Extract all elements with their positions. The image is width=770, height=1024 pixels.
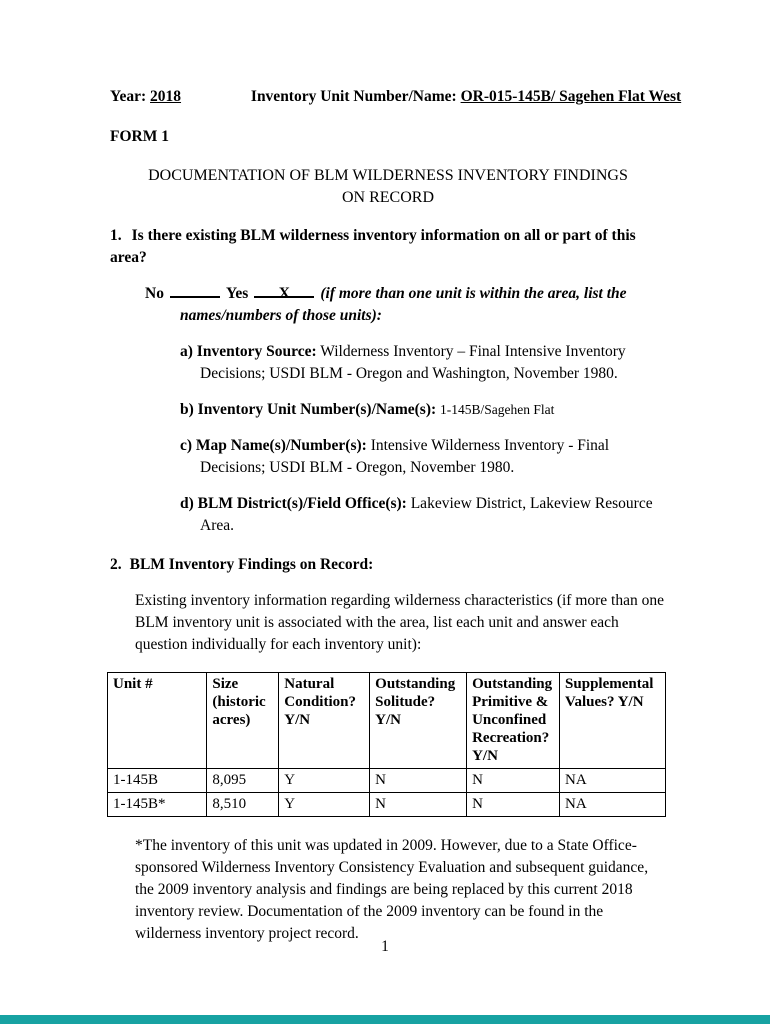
footnote-text: *The inventory of this unit was updated in 2009. However, due to a State Office-sponsored Wilderness Inventory Consistency Evaluation and subsequent guidance, the 2009 inventory analysis and findings are being replaced by this current 2018 inventory review. Documentation of the 2009 inventory can be found in the wilderness inventory project record. [135, 837, 649, 942]
table-cell-size: 8,510 [207, 793, 279, 817]
question-1-number: 1. [110, 227, 122, 244]
inventory-unit-number-item [180, 399, 666, 421]
blm-district-label: d) BLM District(s)/Field Office(s): [180, 495, 407, 512]
table-cell-solitude: N [370, 769, 467, 793]
yes-no-instruction: (if more than one unit is within the area, list the names/numbers of those units): [180, 285, 627, 324]
table-header-row [108, 673, 666, 769]
table-cell-solitude: N [370, 793, 467, 817]
year-value: 2018 [150, 88, 182, 105]
page-number: 1 [381, 938, 389, 955]
form-number-label: FORM 1 [110, 128, 169, 145]
table-cell-natural-condition: Y [279, 769, 370, 793]
table-cell-supplemental: NA [560, 793, 666, 817]
table-header-supplemental-values: Supplemental Values? Y/N [560, 673, 666, 769]
no-label: No [145, 285, 164, 302]
inventory-source-value: Wilderness Inventory – Final Intensive Inventory Decisions; USDI BLM - Oregon and Washington, November 1980. [200, 343, 626, 382]
table-header-natural-condition: Natural Condition? Y/N [279, 673, 370, 769]
question-2-heading [110, 554, 666, 576]
yes-label: Yes [225, 285, 249, 302]
blm-district-item [180, 493, 666, 537]
question-2-title: BLM Inventory Findings on Record: [129, 556, 374, 573]
table-cell-recreation: N [467, 793, 560, 817]
table-cell-recreation: N [467, 769, 560, 793]
inventory-unit-label: Inventory Unit Number/Name: [250, 88, 457, 105]
document-title: DOCUMENTATION OF BLM WILDERNESS INVENTORY FINDINGS ON RECORD [148, 167, 628, 206]
table-header-outstanding-solitude: Outstanding Solitude? Y/N [370, 673, 467, 769]
map-name-label: c) Map Name(s)/Number(s): [180, 437, 367, 454]
question-1 [110, 225, 666, 269]
question-2-number: 2. [110, 556, 122, 573]
inventory-unit-number-value: 1-145B/Sagehen Flat [440, 402, 555, 417]
inventory-unit-value: OR-015-145B/ Sagehen Flat West [460, 88, 682, 105]
table-row [108, 769, 666, 793]
table-cell-supplemental: NA [560, 769, 666, 793]
table-header-unit: Unit # [108, 673, 207, 769]
yes-mark: X [278, 285, 290, 302]
inventory-source-item [180, 341, 666, 385]
inventory-source-label: a) Inventory Source: [180, 343, 317, 360]
question-2-intro: Existing inventory information regarding wilderness characteristics (if more than one BLM inventory unit is associated with the area, list each unit and answer each question individually for each inventory unit): [135, 592, 664, 653]
table-cell-unit: 1-145B* [108, 793, 207, 817]
table-header-primitive-recreation: Outstanding Primitive & Unconfined Recreation? Y/N [467, 673, 560, 769]
table-header-size: Size (historic acres) [207, 673, 279, 769]
blm-district-value: Lakeview District, Lakeview Resource Area. [200, 495, 653, 534]
table-row [108, 793, 666, 817]
header-line [110, 86, 682, 108]
inventory-findings-table [107, 672, 666, 817]
yes-no-line [145, 283, 666, 327]
map-name-item [180, 435, 666, 479]
inventory-unit-number-label: b) Inventory Unit Number(s)/Name(s): [180, 401, 437, 418]
no-answer-blank [170, 283, 220, 298]
yes-answer-blank [254, 283, 314, 302]
bottom-accent-bar [0, 1015, 770, 1024]
table-cell-unit: 1-145B [108, 769, 207, 793]
map-name-value: Intensive Wilderness Inventory - Final Decisions; USDI BLM - Oregon, November 1980. [200, 437, 610, 476]
question-1-text: Is there existing BLM wilderness inventory information on all or part of this area? [110, 227, 636, 266]
table-cell-natural-condition: Y [279, 793, 370, 817]
year-label: Year: [110, 88, 147, 105]
table-cell-size: 8,095 [207, 769, 279, 793]
